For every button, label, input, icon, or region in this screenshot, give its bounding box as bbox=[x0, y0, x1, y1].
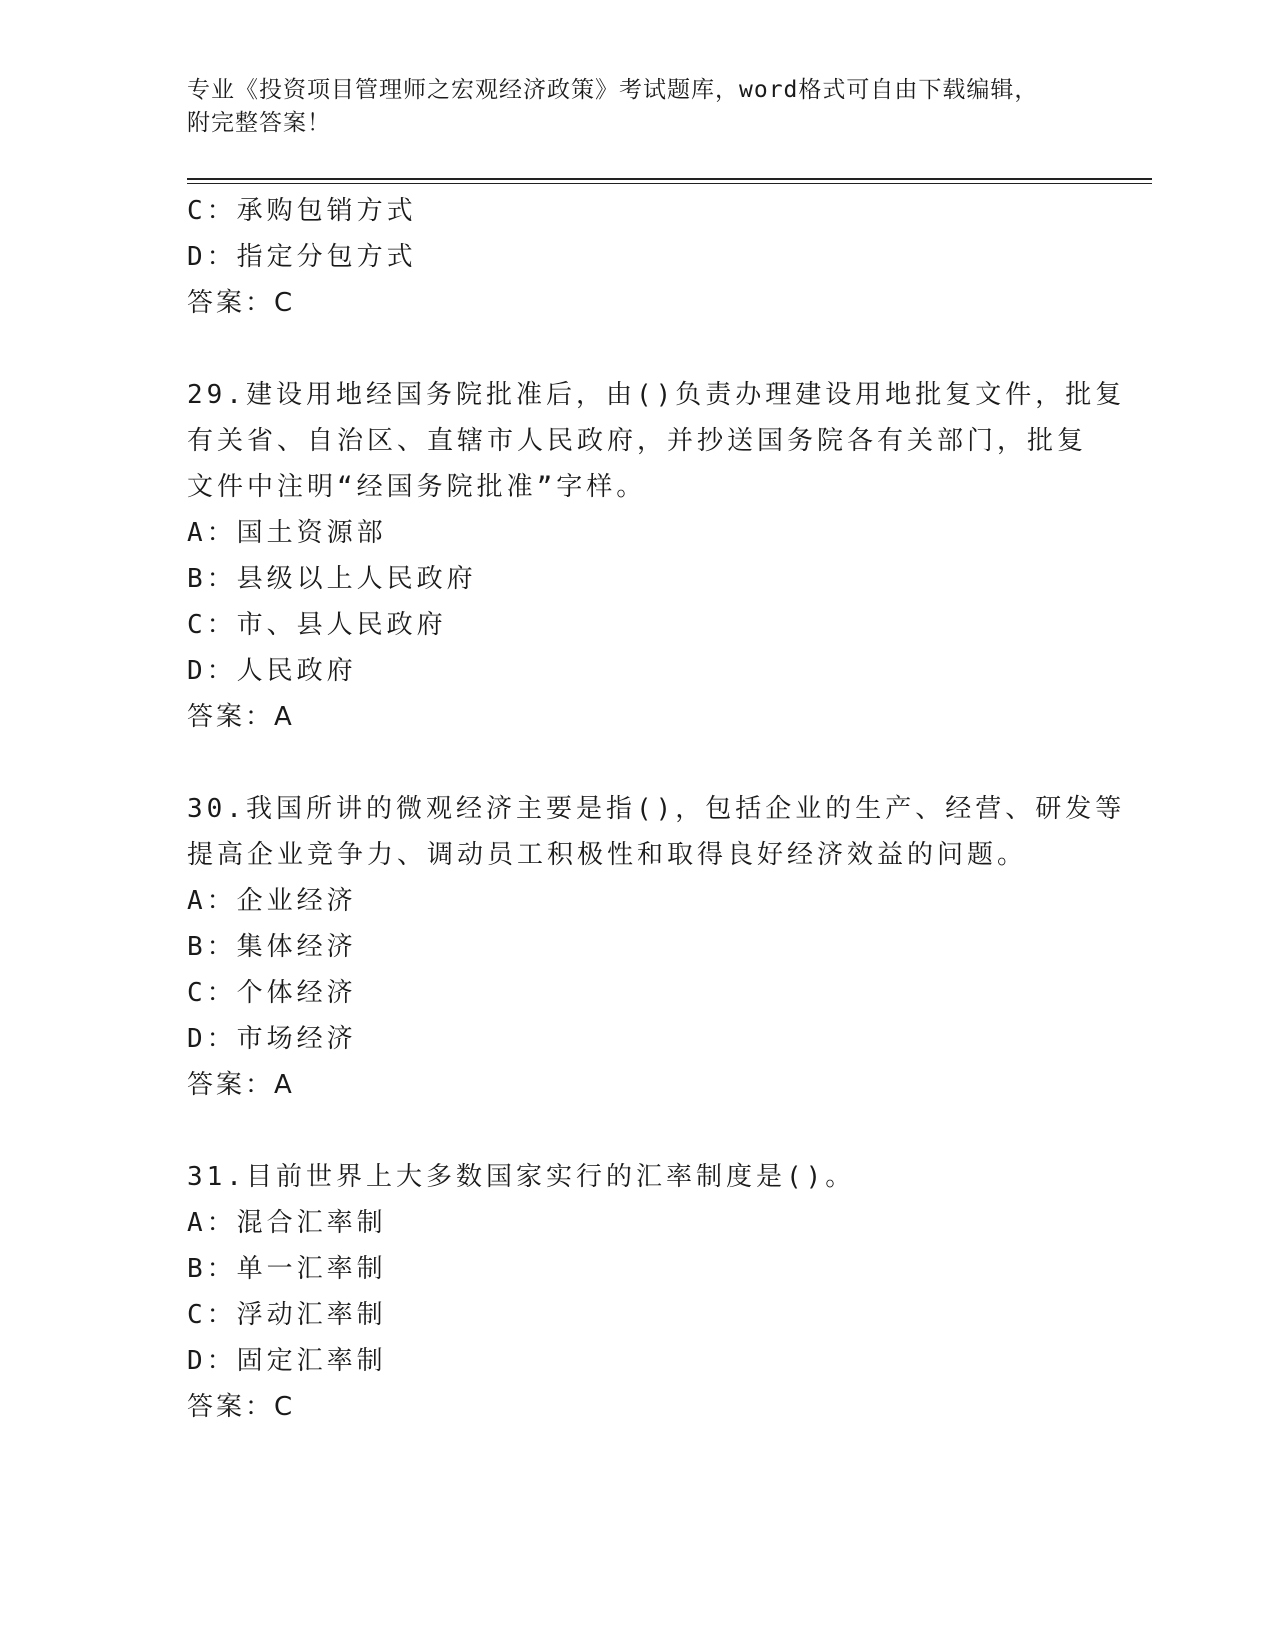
spacer bbox=[187, 326, 1087, 372]
option-d: D：市场经济 bbox=[187, 1024, 357, 1054]
option-a: A：国土资源部 bbox=[187, 518, 387, 548]
spacer bbox=[187, 1108, 1087, 1154]
question-29 bbox=[187, 372, 1126, 740]
question-text-line: 文件中注明“经国务院批准”字样。 bbox=[187, 472, 647, 502]
answer-line: 答案：A bbox=[187, 1070, 295, 1100]
question-text-line: 提高企业竞争力、调动员工积极性和取得良好经济效益的问题。 bbox=[187, 840, 1028, 870]
question-text bbox=[187, 786, 1126, 878]
question-text-line: 29.建设用地经国务院批准后，由()负责办理建设用地批复文件，批复 bbox=[187, 380, 1126, 410]
option-c: C：个体经济 bbox=[187, 978, 357, 1008]
question-content bbox=[187, 188, 1126, 1430]
option-d: D：指定分包方式 bbox=[187, 242, 417, 272]
option-a: A：企业经济 bbox=[187, 886, 357, 916]
header-divider-thick bbox=[187, 178, 1152, 180]
question-text bbox=[187, 372, 1126, 510]
answer-line: 答案：C bbox=[187, 288, 296, 318]
question-text-line: 30.我国所讲的微观经济主要是指()，包括企业的生产、经营、研发等 bbox=[187, 794, 1126, 824]
question-31 bbox=[187, 1154, 1087, 1430]
option-b: B：单一汇率制 bbox=[187, 1254, 387, 1284]
option-b: B：县级以上人民政府 bbox=[187, 564, 477, 594]
option-c: C：市、县人民政府 bbox=[187, 610, 447, 640]
answer-line: 答案：C bbox=[187, 1392, 296, 1422]
option-d: D：人民政府 bbox=[187, 656, 357, 686]
spacer bbox=[187, 740, 1087, 786]
option-b: B：集体经济 bbox=[187, 932, 357, 962]
document-header bbox=[187, 74, 1087, 140]
option-c: C：承购包销方式 bbox=[187, 196, 417, 226]
option-a: A：混合汇率制 bbox=[187, 1208, 387, 1238]
header-line-2: 附完整答案！ bbox=[187, 110, 331, 136]
question-text-line: 有关省、自治区、直辖市人民政府，并抄送国务院各有关部门，批复 bbox=[187, 426, 1088, 456]
option-d: D：固定汇率制 bbox=[187, 1346, 387, 1376]
option-c: C：浮动汇率制 bbox=[187, 1300, 387, 1330]
question-30 bbox=[187, 786, 1126, 1108]
question-text bbox=[187, 1154, 1087, 1200]
answer-line: 答案：A bbox=[187, 702, 295, 732]
carryover-question bbox=[187, 188, 1087, 326]
question-text-line: 31.目前世界上大多数国家实行的汇率制度是()。 bbox=[187, 1162, 856, 1192]
header-line-1: 专业《投资项目管理师之宏观经济政策》考试题库，word格式可自由下载编辑， bbox=[187, 77, 1039, 103]
header-divider-thin bbox=[187, 183, 1152, 184]
